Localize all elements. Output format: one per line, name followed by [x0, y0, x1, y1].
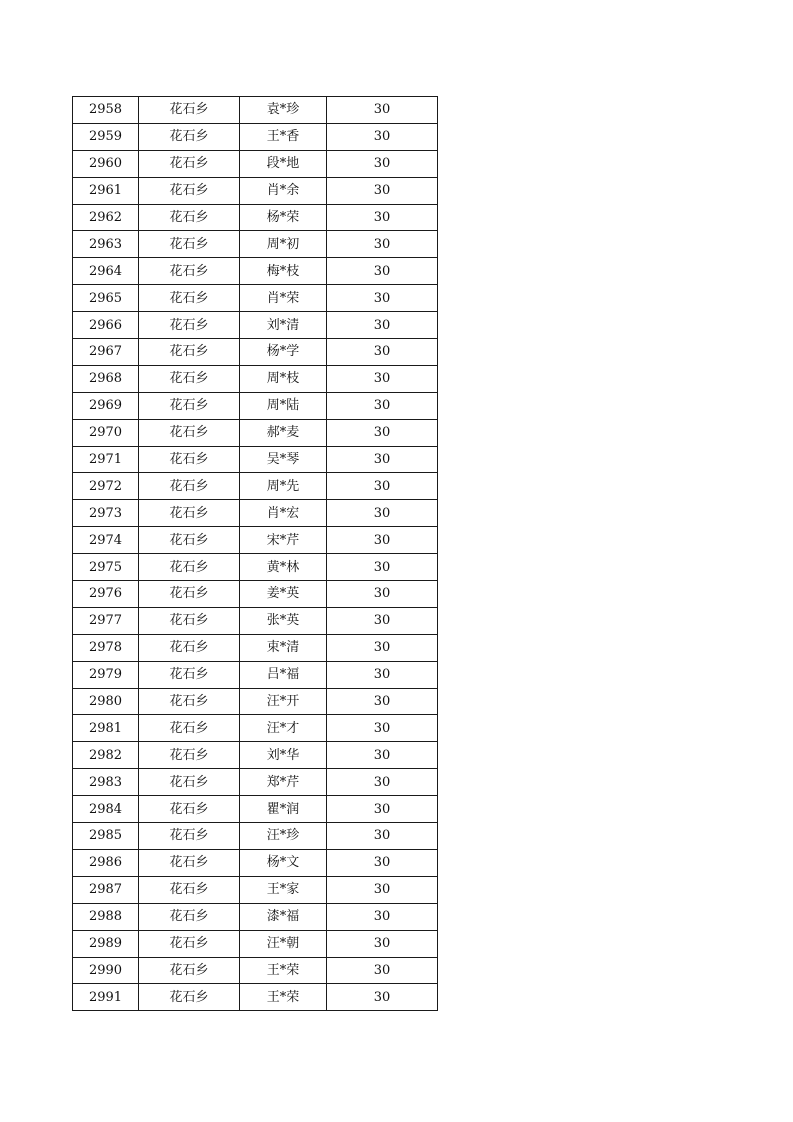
serial-number-cell: 2970	[73, 419, 139, 446]
township-cell: 花石乡	[139, 123, 240, 150]
person-name-cell: 王*家	[240, 876, 327, 903]
table-row	[73, 957, 438, 984]
amount-cell: 30	[327, 339, 438, 366]
table-row	[73, 365, 438, 392]
table-row	[73, 204, 438, 231]
serial-number-cell: 2976	[73, 581, 139, 608]
serial-number-cell: 2963	[73, 231, 139, 258]
township-cell: 花石乡	[139, 365, 240, 392]
serial-number-cell: 2961	[73, 177, 139, 204]
serial-number-cell: 2968	[73, 365, 139, 392]
person-name-cell: 王*荣	[240, 984, 327, 1011]
amount-cell: 30	[327, 796, 438, 823]
person-name-cell: 周*陆	[240, 392, 327, 419]
serial-number-cell: 2967	[73, 339, 139, 366]
township-cell: 花石乡	[139, 661, 240, 688]
amount-cell: 30	[327, 392, 438, 419]
table-row	[73, 581, 438, 608]
person-name-cell: 周*枝	[240, 365, 327, 392]
serial-number-cell: 2977	[73, 607, 139, 634]
township-cell: 花石乡	[139, 446, 240, 473]
serial-number-cell: 2975	[73, 554, 139, 581]
table-row	[73, 285, 438, 312]
serial-number-cell: 2986	[73, 849, 139, 876]
table-row	[73, 258, 438, 285]
amount-cell: 30	[327, 742, 438, 769]
amount-cell: 30	[327, 607, 438, 634]
amount-cell: 30	[327, 527, 438, 554]
serial-number-cell: 2987	[73, 876, 139, 903]
serial-number-cell: 2964	[73, 258, 139, 285]
amount-cell: 30	[327, 715, 438, 742]
amount-cell: 30	[327, 123, 438, 150]
serial-number-cell: 2962	[73, 204, 139, 231]
township-cell: 花石乡	[139, 258, 240, 285]
serial-number-cell: 2984	[73, 796, 139, 823]
township-cell: 花石乡	[139, 554, 240, 581]
serial-number-cell: 2958	[73, 97, 139, 124]
township-cell: 花石乡	[139, 903, 240, 930]
township-cell: 花石乡	[139, 473, 240, 500]
township-cell: 花石乡	[139, 688, 240, 715]
serial-number-cell: 2974	[73, 527, 139, 554]
township-cell: 花石乡	[139, 177, 240, 204]
table-row	[73, 661, 438, 688]
person-name-cell: 刘*华	[240, 742, 327, 769]
person-name-cell: 杨*文	[240, 849, 327, 876]
person-name-cell: 王*荣	[240, 957, 327, 984]
township-cell: 花石乡	[139, 150, 240, 177]
serial-number-cell: 2989	[73, 930, 139, 957]
township-cell: 花石乡	[139, 312, 240, 339]
township-cell: 花石乡	[139, 796, 240, 823]
township-cell: 花石乡	[139, 527, 240, 554]
person-name-cell: 吕*福	[240, 661, 327, 688]
table-row	[73, 527, 438, 554]
person-name-cell: 王*香	[240, 123, 327, 150]
table-row	[73, 930, 438, 957]
serial-number-cell: 2960	[73, 150, 139, 177]
table-row	[73, 446, 438, 473]
township-cell: 花石乡	[139, 634, 240, 661]
serial-number-cell: 2959	[73, 123, 139, 150]
township-cell: 花石乡	[139, 97, 240, 124]
township-cell: 花石乡	[139, 715, 240, 742]
amount-cell: 30	[327, 688, 438, 715]
table-row	[73, 231, 438, 258]
table-row	[73, 177, 438, 204]
township-cell: 花石乡	[139, 231, 240, 258]
person-name-cell: 肖*荣	[240, 285, 327, 312]
amount-cell: 30	[327, 285, 438, 312]
person-name-cell: 汪*朝	[240, 930, 327, 957]
table-row	[73, 688, 438, 715]
township-cell: 花石乡	[139, 984, 240, 1011]
person-name-cell: 张*英	[240, 607, 327, 634]
township-cell: 花石乡	[139, 339, 240, 366]
person-name-cell: 吴*琴	[240, 446, 327, 473]
serial-number-cell: 2972	[73, 473, 139, 500]
amount-cell: 30	[327, 500, 438, 527]
township-cell: 花石乡	[139, 823, 240, 850]
person-name-cell: 汪*开	[240, 688, 327, 715]
person-name-cell: 杨*荣	[240, 204, 327, 231]
township-cell: 花石乡	[139, 500, 240, 527]
table-row	[73, 876, 438, 903]
amount-cell: 30	[327, 204, 438, 231]
person-name-cell: 汪*才	[240, 715, 327, 742]
person-name-cell: 肖*余	[240, 177, 327, 204]
table-row	[73, 742, 438, 769]
person-name-cell: 瞿*润	[240, 796, 327, 823]
serial-number-cell: 2969	[73, 392, 139, 419]
amount-cell: 30	[327, 312, 438, 339]
serial-number-cell: 2991	[73, 984, 139, 1011]
amount-cell: 30	[327, 231, 438, 258]
table-row	[73, 607, 438, 634]
amount-cell: 30	[327, 97, 438, 124]
person-name-cell: 汪*珍	[240, 823, 327, 850]
serial-number-cell: 2983	[73, 769, 139, 796]
person-name-cell: 黄*林	[240, 554, 327, 581]
person-name-cell: 梅*枝	[240, 258, 327, 285]
amount-cell: 30	[327, 365, 438, 392]
person-name-cell: 漆*福	[240, 903, 327, 930]
serial-number-cell: 2979	[73, 661, 139, 688]
person-name-cell: 肖*宏	[240, 500, 327, 527]
amount-cell: 30	[327, 984, 438, 1011]
table-row	[73, 984, 438, 1011]
serial-number-cell: 2985	[73, 823, 139, 850]
amount-cell: 30	[327, 957, 438, 984]
serial-number-cell: 2988	[73, 903, 139, 930]
person-name-cell: 郝*麦	[240, 419, 327, 446]
serial-number-cell: 2973	[73, 500, 139, 527]
amount-cell: 30	[327, 930, 438, 957]
amount-cell: 30	[327, 554, 438, 581]
serial-number-cell: 2990	[73, 957, 139, 984]
amount-cell: 30	[327, 177, 438, 204]
serial-number-cell: 2980	[73, 688, 139, 715]
person-name-cell: 束*清	[240, 634, 327, 661]
township-cell: 花石乡	[139, 392, 240, 419]
amount-cell: 30	[327, 581, 438, 608]
serial-number-cell: 2965	[73, 285, 139, 312]
roster-table	[72, 96, 438, 1011]
amount-cell: 30	[327, 419, 438, 446]
person-name-cell: 郑*芹	[240, 769, 327, 796]
amount-cell: 30	[327, 903, 438, 930]
table-row	[73, 554, 438, 581]
person-name-cell: 姜*英	[240, 581, 327, 608]
township-cell: 花石乡	[139, 285, 240, 312]
table-row	[73, 903, 438, 930]
township-cell: 花石乡	[139, 419, 240, 446]
table-row	[73, 150, 438, 177]
document-page	[72, 96, 438, 1011]
person-name-cell: 袁*珍	[240, 97, 327, 124]
township-cell: 花石乡	[139, 849, 240, 876]
table-row	[73, 392, 438, 419]
table-row	[73, 715, 438, 742]
township-cell: 花石乡	[139, 769, 240, 796]
table-row	[73, 339, 438, 366]
roster-table-body	[73, 97, 438, 1011]
serial-number-cell: 2971	[73, 446, 139, 473]
table-row	[73, 473, 438, 500]
township-cell: 花石乡	[139, 957, 240, 984]
table-row	[73, 500, 438, 527]
serial-number-cell: 2966	[73, 312, 139, 339]
table-row	[73, 634, 438, 661]
person-name-cell: 段*地	[240, 150, 327, 177]
person-name-cell: 宋*芹	[240, 527, 327, 554]
township-cell: 花石乡	[139, 607, 240, 634]
amount-cell: 30	[327, 661, 438, 688]
township-cell: 花石乡	[139, 204, 240, 231]
township-cell: 花石乡	[139, 581, 240, 608]
person-name-cell: 杨*学	[240, 339, 327, 366]
serial-number-cell: 2981	[73, 715, 139, 742]
amount-cell: 30	[327, 823, 438, 850]
person-name-cell: 周*初	[240, 231, 327, 258]
person-name-cell: 刘*清	[240, 312, 327, 339]
township-cell: 花石乡	[139, 876, 240, 903]
table-row	[73, 312, 438, 339]
serial-number-cell: 2982	[73, 742, 139, 769]
table-row	[73, 769, 438, 796]
table-row	[73, 419, 438, 446]
table-row	[73, 823, 438, 850]
table-row	[73, 796, 438, 823]
person-name-cell: 周*先	[240, 473, 327, 500]
table-row	[73, 849, 438, 876]
amount-cell: 30	[327, 769, 438, 796]
amount-cell: 30	[327, 446, 438, 473]
amount-cell: 30	[327, 473, 438, 500]
table-row	[73, 123, 438, 150]
serial-number-cell: 2978	[73, 634, 139, 661]
amount-cell: 30	[327, 634, 438, 661]
township-cell: 花石乡	[139, 742, 240, 769]
amount-cell: 30	[327, 150, 438, 177]
township-cell: 花石乡	[139, 930, 240, 957]
table-row	[73, 97, 438, 124]
amount-cell: 30	[327, 258, 438, 285]
amount-cell: 30	[327, 849, 438, 876]
amount-cell: 30	[327, 876, 438, 903]
